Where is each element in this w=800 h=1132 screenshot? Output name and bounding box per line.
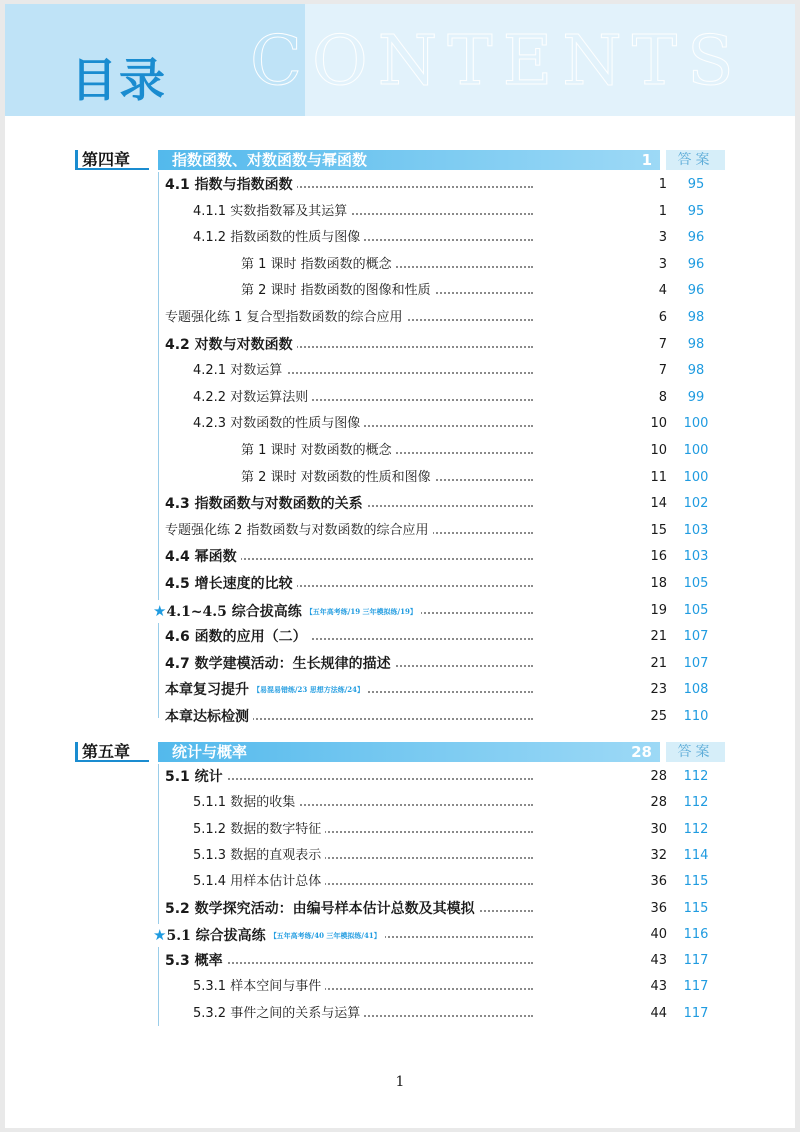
toc-entry-text: 4.1.2 指数函数的性质与图像 — [193, 230, 361, 246]
toc-entry-page: 28 — [646, 792, 667, 814]
toc-entry-page: 21 — [646, 653, 667, 675]
toc-entry-answer-page[interactable]: 107 — [683, 655, 709, 671]
toc-entry-text: 5.2 数学探究活动：由编号样本估计总数及其模拟 — [165, 900, 475, 917]
toc-entry-page: 30 — [646, 819, 667, 841]
toc-entry-text: 4.1 指数与指数函数 — [165, 177, 293, 193]
toc-entry-label — [241, 467, 435, 489]
toc-entry-answer-page[interactable]: 112 — [683, 821, 709, 837]
toc-entry-label — [165, 706, 253, 728]
toc-entry-page: 10 — [646, 413, 667, 435]
toc-entry-label — [193, 845, 325, 867]
toc-entry-page: 4 — [655, 280, 667, 302]
toc-entry-text: 5.1.4 用样本估计总体 — [193, 874, 322, 890]
star-icon: ★ — [153, 925, 167, 944]
toc-entry-text: 4.3 指数函数与对数函数的关系 — [165, 496, 363, 513]
toc-entry-label — [193, 413, 364, 435]
toc-entry[interactable] — [5, 174, 795, 196]
toc-entry[interactable] — [5, 766, 795, 788]
toc-entry[interactable] — [5, 467, 795, 489]
toc-entry-label — [241, 254, 396, 276]
toc-entry-text: 第 2 课时 指数函数的图像和性质 — [241, 283, 431, 299]
toc-entry-page: 16 — [646, 546, 667, 568]
toc-entry-label — [165, 766, 227, 788]
toc-entry-answer-page[interactable]: 114 — [683, 847, 709, 863]
toc-page — [5, 4, 795, 1128]
toc-entry[interactable] — [5, 360, 795, 382]
toc-entry-page: 10 — [646, 440, 667, 462]
toc-entry-text: 5.1 综合拔高练 — [166, 927, 266, 944]
toc-entry-text: 4.7 数学建模活动：生长规律的描述 — [165, 655, 391, 672]
toc-entry-text: 第 1 课时 对数函数的概念 — [241, 443, 392, 458]
toc-entry-page: 7 — [655, 360, 667, 382]
toc-entry-page: 7 — [655, 334, 667, 356]
toc-entry-answer-page[interactable]: 98 — [687, 336, 705, 352]
toc-entry-page: 6 — [655, 307, 667, 329]
toc-entry-label — [193, 819, 325, 841]
toc-entry-label — [165, 653, 395, 675]
toc-entry-answer-page[interactable]: 108 — [683, 682, 709, 698]
toc-entry-text: 本章复习提升 — [165, 682, 249, 699]
toc-entry-text: 专题强化练 1 复合型指数函数的综合应用 — [165, 310, 403, 325]
toc-entry-label — [165, 546, 241, 568]
toc-entry-label — [241, 280, 435, 302]
toc-entry-page: 23 — [646, 679, 667, 701]
toc-entry-label — [165, 626, 311, 648]
toc-entry[interactable] — [5, 546, 795, 568]
toc-entry-note: 【五年高考练/19 三年模拟练/19】 — [305, 606, 417, 616]
toc-entry-answer-page[interactable]: 116 — [683, 926, 709, 942]
toc-entry[interactable] — [5, 280, 795, 302]
toc-entry-answer-page[interactable]: 100 — [683, 469, 709, 485]
star-icon: ★ — [153, 601, 167, 620]
toc-entry-text: 5.1.2 数据的数字特征 — [193, 821, 322, 837]
toc-entry-label — [165, 573, 297, 595]
toc-entry[interactable] — [5, 871, 795, 893]
toc-entry[interactable] — [5, 600, 795, 622]
toc-entry-text: 5.3.1 样本空间与事件 — [193, 979, 322, 995]
toc-entry-answer-page[interactable]: 110 — [683, 709, 709, 724]
toc-entry-text: 本章达标检测 — [165, 709, 249, 725]
toc-entry-answer-page[interactable]: 98 — [687, 363, 705, 379]
toc-entry-label — [193, 360, 286, 382]
toc-entry[interactable] — [5, 706, 795, 728]
toc-entry-text: 4.4 幂函数 — [165, 549, 237, 566]
page-number: 1 — [395, 1074, 405, 1090]
toc-entry-answer-page[interactable]: 96 — [687, 230, 705, 246]
toc-entry-page: 1 — [655, 201, 667, 223]
toc-entry-label — [165, 950, 227, 972]
toc-entry-label — [165, 334, 297, 356]
toc-entry-label — [193, 227, 364, 249]
toc-entry-answer-page[interactable]: 115 — [683, 874, 709, 890]
toc-entry-page: 36 — [646, 871, 667, 893]
toc-entry-label — [165, 520, 433, 542]
toc-entry[interactable] — [5, 254, 795, 276]
toc-entry-answer-page[interactable]: 103 — [683, 522, 709, 538]
toc-entry-text: 5.3.2 事件之间的关系与运算 — [193, 1005, 361, 1021]
toc-entry[interactable] — [5, 976, 795, 998]
toc-entry-text: 4.2 对数与对数函数 — [165, 336, 293, 353]
toc-entry-answer-page[interactable]: 95 — [687, 203, 705, 219]
toc-entry[interactable] — [5, 520, 795, 542]
toc-entry[interactable] — [5, 626, 795, 648]
toc-entry-answer-page[interactable]: 103 — [683, 549, 709, 565]
toc-entry-page: 19 — [646, 600, 667, 622]
toc-entry-note: 【五年高考练/40 三年模拟练/41】 — [269, 930, 381, 940]
toc-entry-label — [165, 493, 367, 515]
toc-entry-page: 3 — [655, 254, 667, 276]
toc-entry[interactable] — [5, 227, 795, 249]
toc-entry-page: 18 — [646, 573, 667, 595]
toc-entry-answer-page[interactable]: 95 — [687, 177, 705, 192]
toc-entry-note: 【易混易错练/23 思想方法练/24】 — [253, 685, 365, 695]
toc-entry-answer-page[interactable]: 105 — [683, 576, 709, 591]
toc-entry-page: 14 — [646, 493, 667, 515]
toc-entry-page: 21 — [646, 626, 667, 648]
chapter-page: 1 — [641, 151, 652, 169]
toc-entry-page: 3 — [655, 227, 667, 249]
toc-entry[interactable] — [5, 898, 795, 920]
toc-entry-answer-page[interactable]: 117 — [683, 1005, 709, 1021]
answer-column-header: 答案 — [666, 742, 725, 762]
toc-entry-page: 43 — [646, 950, 667, 972]
toc-entry-text: 第 1 课时 指数函数的概念 — [241, 256, 392, 272]
toc-entry-page: 32 — [646, 845, 667, 867]
toc-entry-answer-page[interactable]: 115 — [683, 900, 709, 916]
toc-entry-label — [193, 792, 299, 814]
toc-entry-label — [165, 679, 368, 701]
toc-entry-text: 5.3 概率 — [165, 953, 223, 970]
toc-entry-page: 1 — [655, 174, 667, 196]
toc-entry[interactable] — [5, 653, 795, 675]
toc-entry-page: 8 — [655, 387, 667, 409]
toc-entry-answer-page[interactable]: 112 — [683, 795, 709, 811]
toc-entry[interactable] — [5, 845, 795, 867]
toc-entry-label — [165, 898, 479, 920]
toc-entry-text: 4.1~4.5 综合拔高练 — [166, 603, 302, 620]
toc-entry-answer-page[interactable]: 96 — [687, 283, 705, 299]
toc-entry-answer-page[interactable]: 102 — [683, 496, 709, 512]
toc-entry-label — [193, 976, 325, 998]
toc-entry[interactable] — [5, 679, 795, 701]
toc-entry-answer-page[interactable]: 112 — [683, 769, 709, 784]
toc-entry[interactable] — [5, 1003, 795, 1025]
toc-entry[interactable] — [5, 334, 795, 356]
toc-entry-text: 4.1.1 实数指数幂及其运算 — [193, 203, 348, 219]
toc-entry-answer-page[interactable]: 99 — [687, 389, 705, 405]
toc-entry-text: 专题强化练 2 指数函数与对数函数的综合应用 — [165, 522, 429, 538]
toc-entry-text: 5.1.1 数据的收集 — [193, 795, 296, 811]
toc-entry-label — [153, 600, 421, 623]
toc-entry-page: 44 — [646, 1003, 667, 1025]
toc-entry[interactable] — [5, 413, 795, 435]
toc-entry-label — [165, 307, 407, 329]
toc-entry-label — [193, 871, 325, 893]
header-background-word: CONTENTS — [250, 22, 744, 101]
toc-entry-answer-page[interactable]: 96 — [687, 256, 705, 272]
toc-entry-answer-page[interactable]: 98 — [687, 310, 705, 325]
toc-entry-page: 40 — [646, 924, 667, 946]
toc-entry-label — [241, 440, 396, 462]
toc-entry-text: 4.6 函数的应用（二） — [165, 629, 307, 646]
chapter-page: 28 — [631, 743, 652, 761]
toc-entry[interactable] — [5, 440, 795, 462]
chapter-title: 指数函数、对数函数与幂函数 — [172, 151, 368, 169]
toc-entry-answer-page[interactable]: 117 — [683, 979, 709, 995]
toc-entry-page: 15 — [646, 520, 667, 542]
toc-entry-text: 4.5 增长速度的比较 — [165, 576, 293, 592]
chapter-header[interactable] — [75, 150, 725, 170]
toc-entry[interactable] — [5, 307, 795, 329]
chapter-number: 第四章 — [75, 150, 149, 170]
toc-entry-label — [193, 1003, 364, 1025]
toc-entry-text: 4.2.3 对数函数的性质与图像 — [193, 416, 361, 432]
toc-entry[interactable] — [5, 819, 795, 841]
toc-entry-label — [153, 924, 385, 947]
toc-entry-answer-page[interactable]: 105 — [683, 602, 709, 618]
chapter-title-bar[interactable] — [158, 150, 660, 170]
toc-entry-page: 11 — [646, 467, 667, 489]
toc-entry-answer-page[interactable]: 100 — [683, 443, 709, 458]
page-title: 目录 — [71, 53, 167, 107]
toc-entry-page: 43 — [646, 976, 667, 998]
chapter-number: 第五章 — [75, 742, 149, 762]
chapter-title-bar[interactable] — [158, 742, 660, 762]
toc-entry[interactable] — [5, 792, 795, 814]
toc-entry[interactable] — [5, 573, 795, 595]
toc-entry-text: 4.2.1 对数运算 — [193, 363, 283, 379]
toc-entry-label — [193, 201, 351, 223]
chapter-header[interactable] — [75, 742, 725, 762]
toc-entry[interactable] — [5, 493, 795, 515]
toc-entry[interactable] — [5, 924, 795, 946]
toc-entry-text: 5.1 统计 — [165, 769, 223, 785]
toc-entry-text: 4.2.2 对数运算法则 — [193, 389, 309, 405]
toc-entry[interactable] — [5, 950, 795, 972]
toc-entry-page: 36 — [646, 898, 667, 920]
toc-entry[interactable] — [5, 387, 795, 409]
toc-entry-text: 第 2 课时 对数函数的性质和图像 — [241, 469, 431, 485]
toc-entry-label — [193, 387, 312, 409]
toc-entry-answer-page[interactable]: 117 — [683, 953, 709, 969]
toc-entry-answer-page[interactable]: 107 — [683, 629, 709, 645]
answer-column-header: 答案 — [666, 150, 725, 170]
chapter-title: 统计与概率 — [172, 743, 248, 761]
toc-entry-text: 5.1.3 数据的直观表示 — [193, 847, 322, 863]
toc-entry[interactable] — [5, 201, 795, 223]
toc-entry-answer-page[interactable]: 100 — [683, 416, 709, 432]
toc-entry-page: 25 — [646, 706, 667, 728]
toc-entry-page: 28 — [646, 766, 667, 788]
toc-entry-label — [165, 174, 297, 196]
